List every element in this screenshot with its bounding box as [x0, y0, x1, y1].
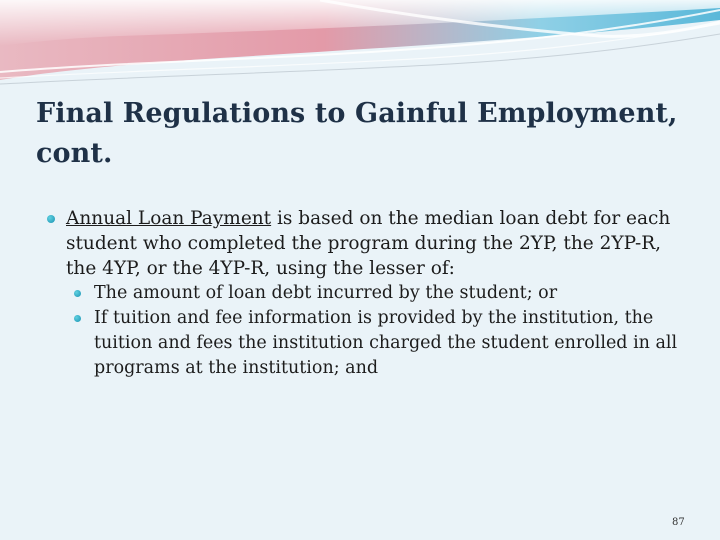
sub-bullet-loan-debt: [66, 281, 686, 306]
term-annual-loan-payment: Annual Loan Payment: [66, 208, 272, 229]
bullet-annual-loan-payment: [46, 206, 686, 381]
body-list: [46, 206, 686, 381]
header-decoration: [0, 0, 720, 90]
bullet-dot-icon: [74, 290, 81, 297]
sub-bullet-tuition-fees: [66, 306, 686, 381]
sub-bullet-text: If tuition and fee information is provided by the institution, the tuition and fees the institution charged the student enrolled in all programs at the institution; and: [94, 308, 678, 378]
page-number: 87: [672, 517, 685, 528]
bullet-dot-icon: [47, 215, 55, 223]
sub-bullet-text: The amount of loan debt incurred by the student; or: [94, 283, 558, 303]
slide-title: Final Regulations to Gainful Employment, cont.: [36, 98, 678, 169]
bullet-text: is based on the median loan debt for each student who completed the program during the 2YP, the 2YP-R, the 4YP, or the 4YP-R, using the lesser of:: [66, 208, 671, 279]
bullet-dot-icon: [74, 315, 81, 322]
sub-bullet-list: [66, 281, 686, 381]
